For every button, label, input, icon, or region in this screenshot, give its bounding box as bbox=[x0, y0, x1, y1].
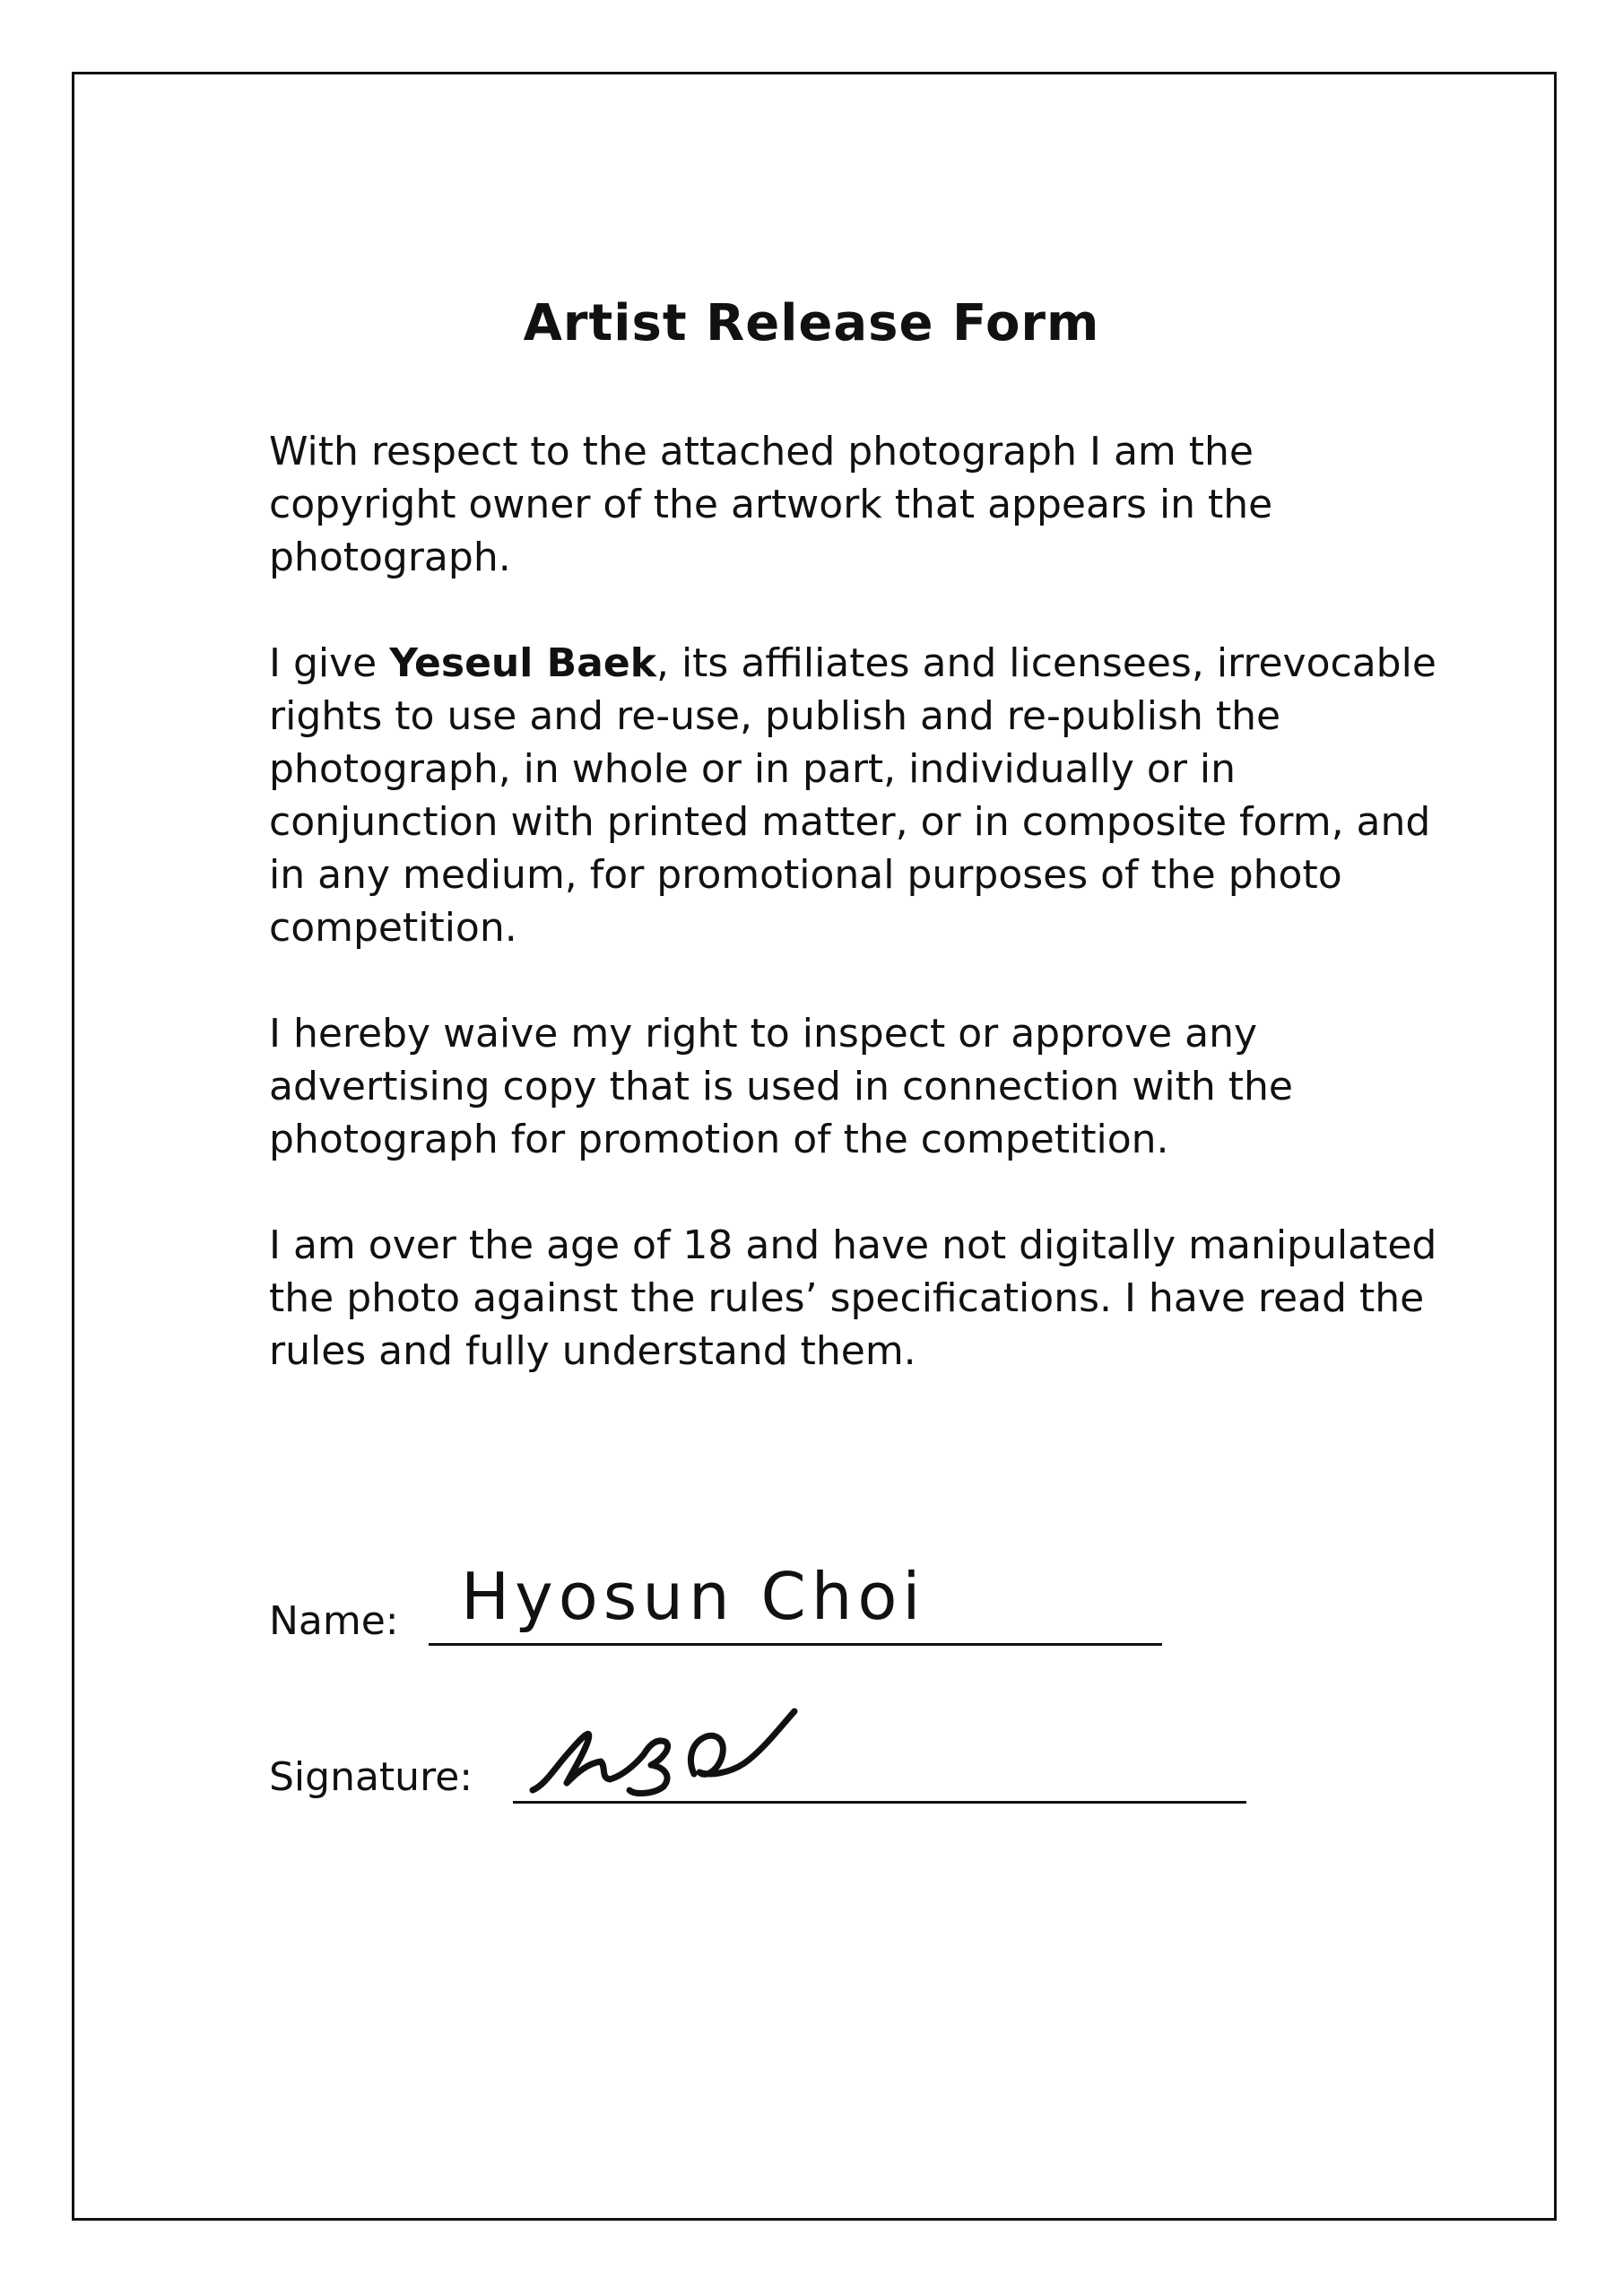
paragraph-age-confirmation: I am over the age of 18 and have not digitally manipulated the photo against the rules’ specifications. I have read the rules and fully understand them. bbox=[269, 1222, 1437, 1374]
form-title: Artist Release Form bbox=[523, 294, 1100, 352]
signature-label: Signature: bbox=[269, 1754, 473, 1800]
handwritten-name-value: Hyosun Choi bbox=[461, 1559, 926, 1634]
rights-grant-suffix: , its affiliates and licensees, irrevocable rights to use and re-use, publish and re-publish the photograph, in whole or in part, individually or in conjunction with printed matter, or in composite form, and in any medium, for promotional purposes of the photo competition. bbox=[269, 640, 1436, 951]
paragraph-waiver: I hereby waive my right to inspect or approve any advertising copy that is used in connection with the photograph for promotion of the competition. bbox=[269, 1011, 1293, 1162]
name-label: Name: bbox=[269, 1598, 399, 1644]
paragraph-copyright-ownership: With respect to the attached photograph I am the copyright owner of the artwork that appears in the photograph. bbox=[269, 429, 1273, 580]
signature-drawing bbox=[529, 1686, 825, 1812]
rights-grant-prefix: I give bbox=[269, 640, 390, 686]
name-underline bbox=[429, 1643, 1162, 1646]
form-body bbox=[269, 425, 1453, 1378]
grantee-name: Yeseul Baek bbox=[389, 640, 656, 686]
paragraph-rights-grant bbox=[269, 637, 1453, 954]
